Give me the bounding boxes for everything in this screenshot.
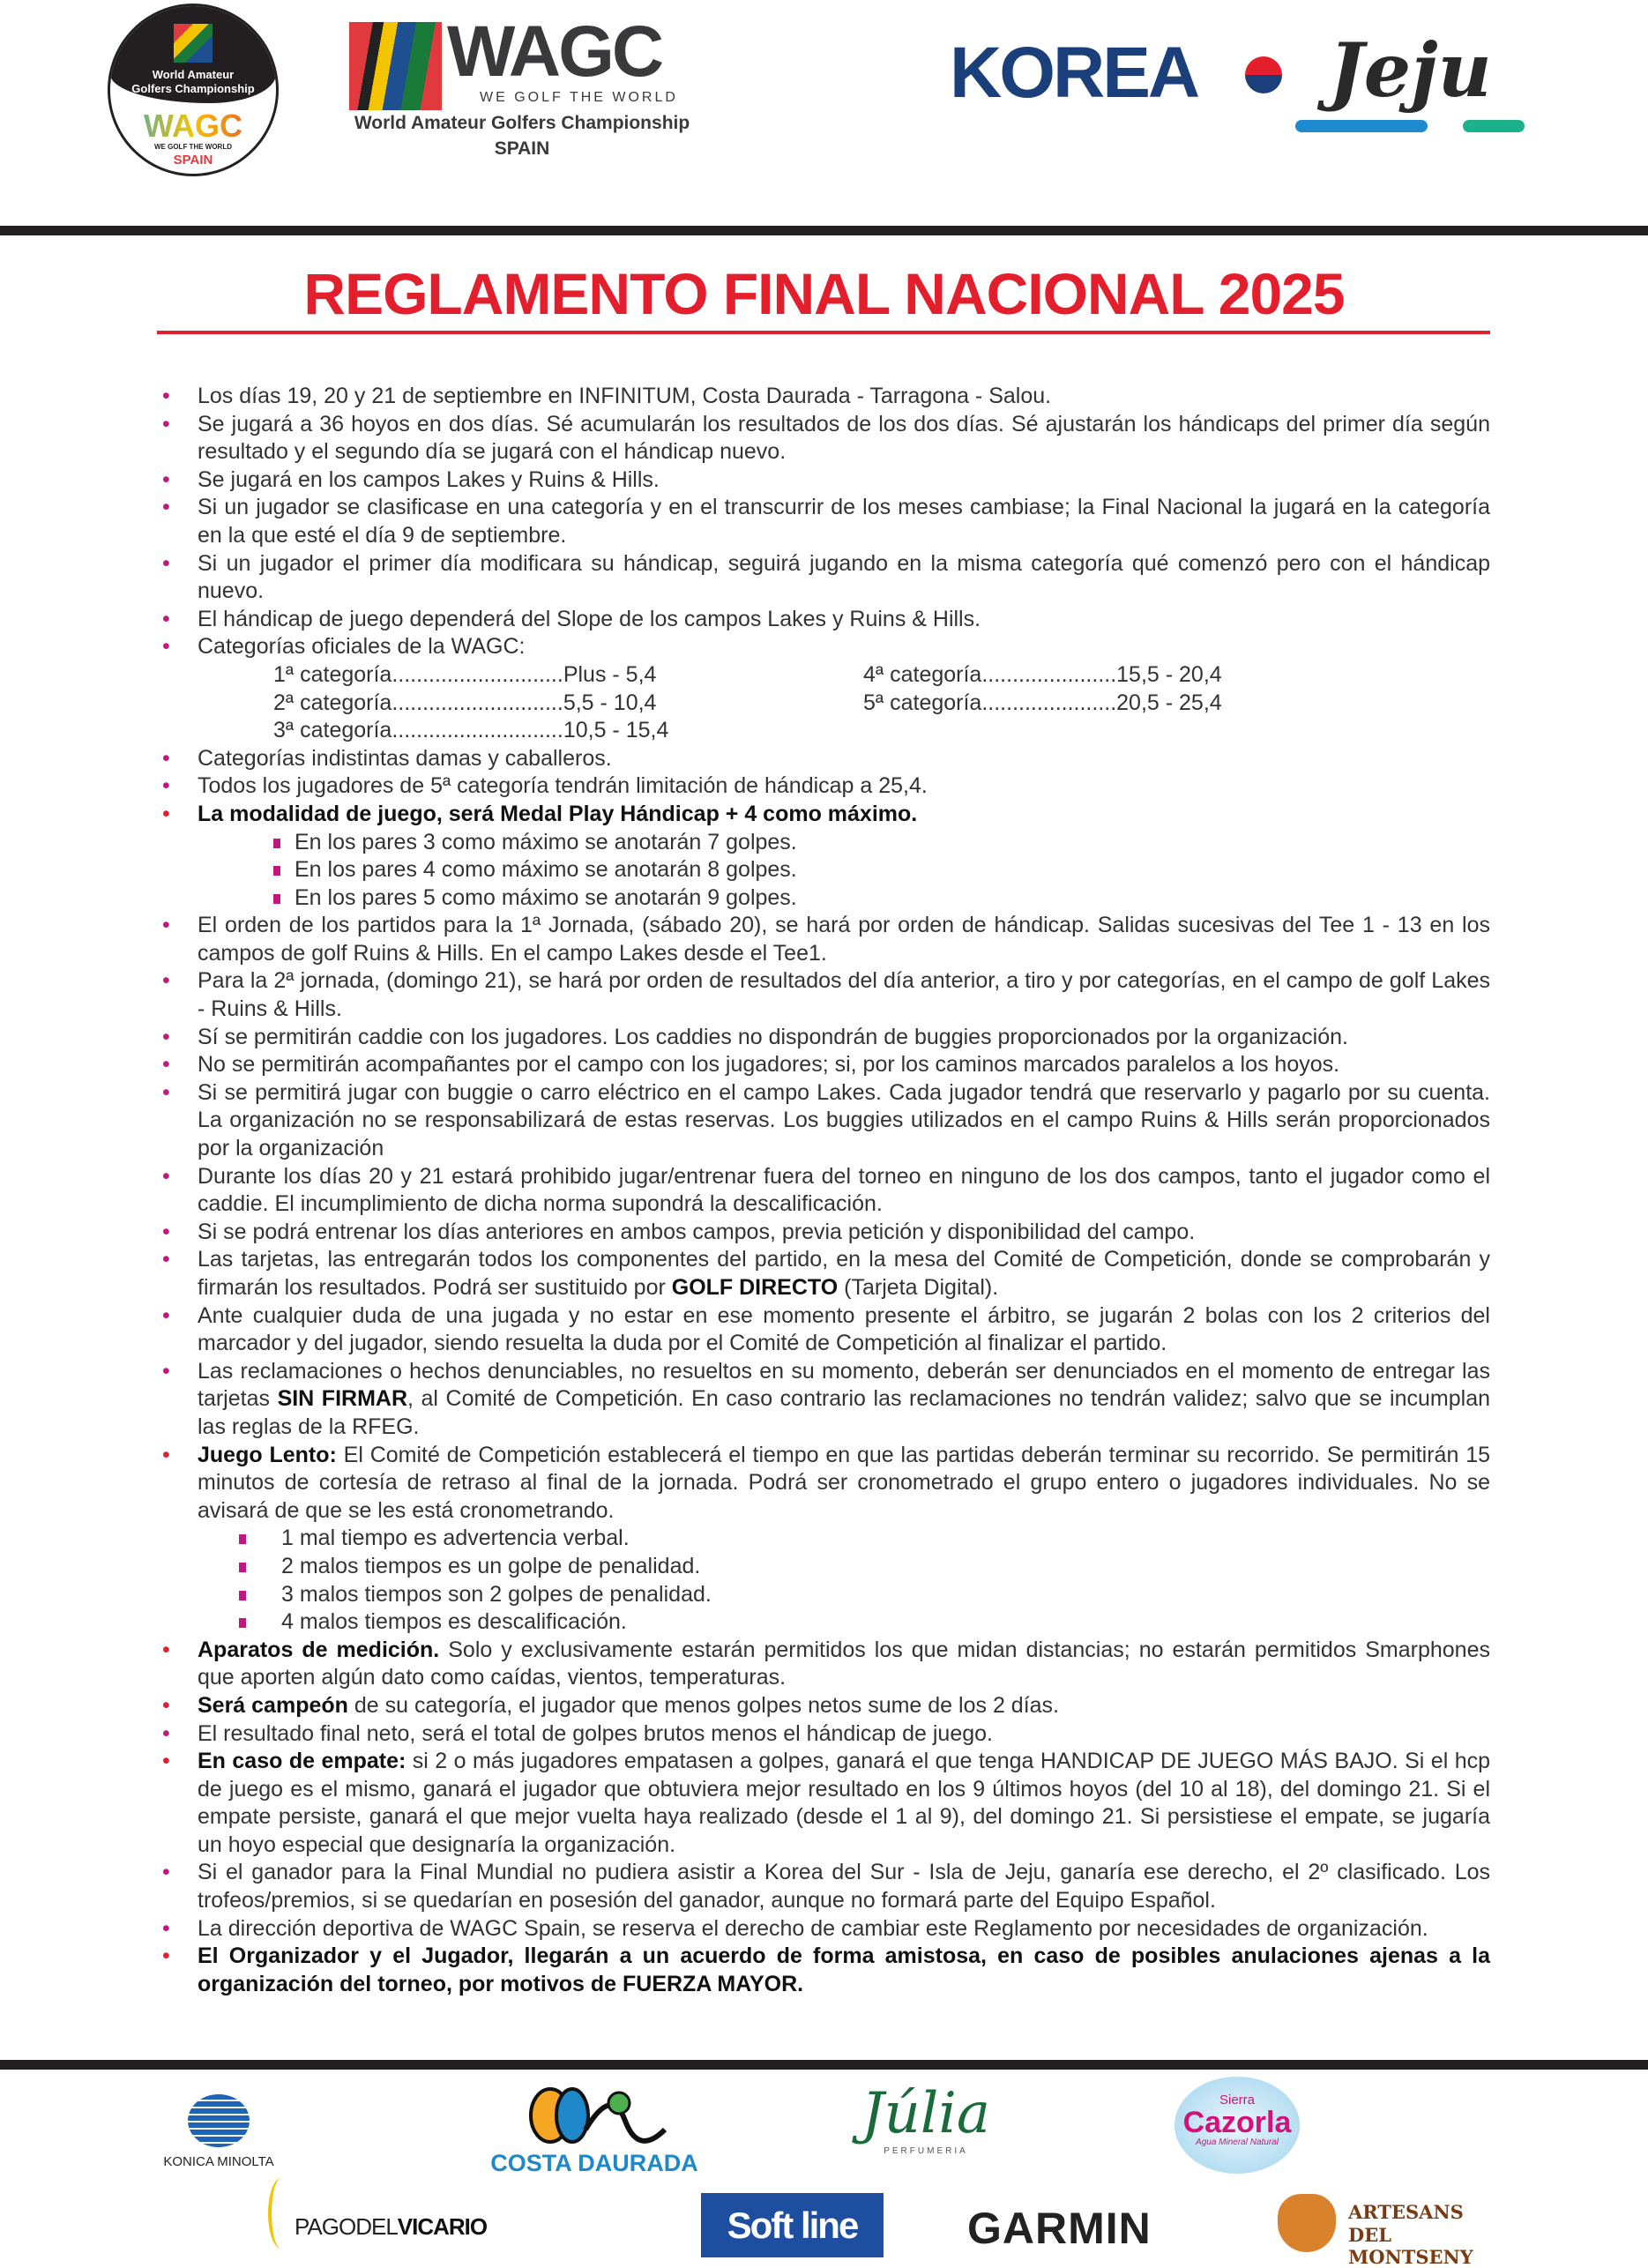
- badge-line1: World Amateur: [152, 68, 235, 81]
- rule-text: [198, 1859, 1490, 1914]
- wagc-brand: WAGC: [447, 11, 662, 92]
- rule-item: [162, 1358, 1490, 1442]
- rule-item: [162, 912, 1490, 967]
- sponsor-sierra-cazorla: [1174, 2077, 1300, 2174]
- rule-text: [198, 633, 1490, 661]
- rule-text: [198, 912, 1490, 967]
- costa-daurada-text: COSTA DAURADA: [490, 2150, 698, 2176]
- rule-item: [162, 1748, 1490, 1859]
- rule-text: [198, 1219, 1490, 1247]
- wagc-country: SPAIN: [494, 138, 550, 159]
- category-name: 1ª categoría: [273, 661, 392, 687]
- rule-item: [162, 1720, 1490, 1749]
- rule-text-segment: Se jugará a 36 hoyos en dos días. Sé acumularán los resultados de los dos días. Sé ajustarán los hándicaps del primer día según resultado y el segundo día se jugará con el hándicap nuevo.: [198, 411, 1490, 465]
- rule-item: [162, 1915, 1490, 1943]
- rule-text: [198, 1720, 1490, 1749]
- rule-text: [198, 1051, 1490, 1079]
- rule-item: [162, 801, 1490, 912]
- category-range: 15,5 - 20,4: [1116, 661, 1222, 687]
- rule-text: [198, 1915, 1490, 1943]
- pago-text-b: VICARIO: [397, 2213, 488, 2240]
- rule-item: [162, 772, 1490, 801]
- rule-item: [162, 1859, 1490, 1914]
- rule-item: [162, 1943, 1490, 1998]
- rule-text-segment: El Comité de Competición establecerá el tiempo en que las partidas deberán terminar su recorrido. Se permitirán 15 minutos de cortesía de retraso al final de la jornada. Podrá ser cronometrado el grupo entero o jugadores individuales. No se avisará de que se les está cronometrando.: [198, 1442, 1491, 1523]
- rule-text-segment: Las reclamaciones o hechos denunciables, no resueltos en su momento, deberán ser denunciados en el momento de entregar las tarjetas: [198, 1358, 1490, 1412]
- rule-item: [162, 466, 1490, 495]
- rule-text-segment: (Tarjeta Digital).: [838, 1275, 999, 1300]
- rule-text-segment: Para la 2ª jornada, (domingo 21), se hará por orden de resultados del día anterior, a tiro y por categorías, en el campo de golf Lakes - Ruins & Hills.: [198, 968, 1490, 1022]
- sub-list: [239, 1525, 1490, 1636]
- korea-jeju-logo: [950, 26, 1549, 142]
- rule-text-bold: La modalidad de juego, será Medal Play Hándicap + 4 como máximo.: [198, 801, 918, 826]
- rule-text: [198, 772, 1490, 801]
- page-title: REGLAMENTO FINAL NACIONAL 2025: [303, 261, 1345, 326]
- rule-item: [162, 411, 1490, 466]
- pago-text-a: PAGODEL: [295, 2213, 398, 2240]
- categories-table: [273, 661, 1490, 745]
- cazorla-sub: Agua Mineral Natural: [1196, 2137, 1279, 2147]
- rule-item: [162, 1163, 1490, 1219]
- category-dots: ............................: [391, 718, 563, 743]
- category-range: 10,5 - 15,4: [563, 718, 669, 743]
- julia-sub: PERFUMERIA: [884, 2146, 968, 2156]
- jeju-word: Jeju: [1329, 26, 1492, 114]
- category-dots: ......................: [981, 661, 1117, 687]
- sub-item: En los pares 3 como máximo se anotarán 7 golpes.: [273, 829, 1490, 857]
- sponsor-pago-del-vicario: [259, 2178, 497, 2253]
- badge-brand: WAGC: [110, 108, 276, 145]
- sub-item: 2 malos tiempos es un golpe de penalidad.: [239, 1553, 1490, 1581]
- sub-item: 3 malos tiempos son 2 golpes de penalidad.: [239, 1581, 1490, 1609]
- rule-text-segment: Los días 19, 20 y 21 de septiembre en INFINITUM, Costa Daurada - Tarragona - Salou.: [198, 384, 1052, 408]
- sub-item: 1 mal tiempo es advertencia verbal.: [239, 1525, 1490, 1553]
- rule-text-segment: Ante cualquier duda de una jugada y no estar en ese momento presente el árbitro, se jugarán 2 bolas con los 2 criterios del marcador y del jugador, siendo resuelta la duda por el Comité de Competición al finalizar el partido.: [198, 1302, 1490, 1356]
- wagc-tagline: WE GOLF THE WORLD: [480, 90, 678, 105]
- rule-text-segment: Todos los jugadores de 5ª categoría tendrán limitación de hándicap a 25,4.: [198, 773, 928, 799]
- rule-text-bold: Aparatos de medición.: [198, 1637, 440, 1662]
- rule-text-segment: El hándicap de juego dependerá del Slope de los campos Lakes y Ruins & Hills.: [198, 606, 981, 631]
- costa-daurada-swirl-icon: [515, 2085, 674, 2145]
- rule-text: [198, 745, 1490, 773]
- cazorla-top: Sierra: [1219, 2093, 1255, 2108]
- category-name: 5ª categoría: [863, 690, 982, 715]
- rule-item: [162, 633, 1490, 744]
- pago-swirl-icon: [268, 2178, 295, 2249]
- rule-text-bold: SIN FIRMAR: [277, 1386, 408, 1412]
- rule-text: [198, 967, 1490, 1023]
- rule-text-segment: Si un jugador se clasificase en una categoría y en el transcurrir de los meses cambiase; la Final Nacional la jugará en la categoría en la que esté el día 9 de septiembre.: [198, 495, 1490, 548]
- rule-text: [198, 606, 1490, 634]
- rule-item: [162, 494, 1490, 549]
- rules-list: [162, 383, 1490, 1998]
- flag-emblem-icon: [349, 22, 442, 110]
- badge-country: SPAIN: [173, 153, 213, 168]
- rule-item: [162, 1302, 1490, 1358]
- category-row: [273, 690, 863, 718]
- rule-text-segment: Se jugará en los campos Lakes y Ruins & Hills.: [198, 466, 660, 492]
- sponsor-julia: [860, 2081, 992, 2178]
- category-dots: ......................: [981, 690, 1117, 715]
- badge-line2: Golfers Championship: [131, 82, 255, 95]
- category-name: 2ª categoría: [273, 690, 392, 715]
- rule-text-bold: El Organizador y el Jugador, llegarán a un acuerdo de forma amistosa, en caso de posibles anulaciones ajenas a la organización del torneo, por motivos de FUERZA MAYOR.: [198, 1943, 1490, 1996]
- rule-text-segment: Si se podrá entrenar los días anteriores en ambos campos, previa petición y disponibilidad del campo.: [198, 1219, 1196, 1244]
- cazorla-name: Cazorla: [1182, 2106, 1292, 2139]
- sub-item: En los pares 5 como máximo se anotarán 9 golpes.: [273, 884, 1490, 913]
- flag-emblem-icon: [174, 24, 213, 63]
- artesans-line1: ARTESANS: [1348, 2201, 1464, 2223]
- category-row: [273, 717, 863, 745]
- rule-text: [198, 1943, 1490, 1998]
- rule-text-bold: En caso de empate:: [198, 1749, 406, 1774]
- rule-text-segment: Las tarjetas, las entregarán todos los componentes del partido, en la mesa del Comité de Competición, donde se comprobarán y firmarán los resultados. Podrá ser sustituido por: [198, 1247, 1490, 1300]
- category-row: [863, 690, 1234, 718]
- rule-text-bold: GOLF DIRECTO: [671, 1275, 839, 1300]
- category-name: 3ª categoría: [273, 718, 392, 743]
- wagc-logo: [346, 11, 698, 163]
- taegeuk-icon: [1245, 56, 1282, 93]
- sub-list: [273, 829, 1490, 913]
- green-stroke: [1463, 120, 1525, 132]
- rule-text-segment: El resultado final neto, será el total de golpes brutos menos el hándicap de juego.: [198, 1720, 993, 1746]
- rule-text: [198, 1163, 1490, 1219]
- rule-text: [198, 383, 1490, 411]
- garmin-text: GARMIN: [967, 2204, 1152, 2253]
- rule-text: [198, 1637, 1490, 1692]
- rule-text: [198, 466, 1490, 495]
- rule-text-bold: Será campeón: [198, 1692, 348, 1718]
- rule-text-segment: Si el ganador para la Final Mundial no pudiera asistir a Korea del Sur - Isla de Jeju, ganaría ese derecho, el 2º clasificado. Los trofeos/premios, si se quedarían en posesión del ganador, aunque no formará parte del Equipo Español.: [198, 1860, 1490, 1914]
- rule-text: [198, 1079, 1490, 1163]
- wagc-badge-logo: [108, 4, 279, 176]
- rule-text-segment: Si un jugador el primer día modificara su hándicap, seguirá jugando en la misma categoría qué comenzó pero con el hándicap nuevo.: [198, 550, 1490, 604]
- konica-globe-icon: [188, 2094, 250, 2147]
- wagc-subtitle: World Amateur Golfers Championship: [354, 113, 690, 133]
- rule-item: [162, 606, 1490, 634]
- sponsor-konica-minolta: [155, 2094, 282, 2174]
- blue-stroke: [1295, 120, 1428, 132]
- rule-text: [198, 1024, 1490, 1052]
- rule-text-segment: La dirección deportiva de WAGC Spain, se reserva el derecho de cambiar este Reglamento por necesidades de organización.: [198, 1915, 1428, 1941]
- rule-text-segment: Sí se permitirán caddie con los jugadores. Los caddies no dispondrán de buggies proporcionados por la organización.: [198, 1024, 1348, 1049]
- rule-item: [162, 550, 1490, 606]
- footer-divider: [0, 2060, 1648, 2070]
- rule-item: [162, 1219, 1490, 1247]
- rule-item: [162, 1442, 1490, 1637]
- rule-text-segment: Categorías indistintas damas y caballeros.: [198, 745, 612, 771]
- rule-text: [198, 411, 1490, 466]
- rule-item: [162, 1051, 1490, 1079]
- rule-text: [198, 1358, 1490, 1442]
- rule-text-bold: Juego Lento:: [198, 1442, 337, 1467]
- sponsor-artesans-del-montseny: [1278, 2194, 1494, 2268]
- title-underline: [157, 331, 1490, 334]
- rule-text-segment: El orden de los partidos para la 1ª Jornada, (sábado 20), se hará por orden de hándicap. Salidas sucesivas del Tee 1 - 13 en los campos de golf Ruins & Hills. En el campo Lakes desde el Tee1.: [198, 913, 1490, 966]
- rule-item: [162, 1079, 1490, 1163]
- rule-text: [198, 1748, 1490, 1859]
- softline-text: Soft line: [727, 2205, 858, 2246]
- rule-item: [162, 383, 1490, 411]
- rule-text-segment: Categorías oficiales de la WAGC:: [198, 634, 526, 660]
- sponsor-garmin: [967, 2203, 1205, 2254]
- sub-item: 4 malos tiempos es descalificación.: [239, 1608, 1490, 1637]
- category-range: Plus - 5,4: [563, 661, 657, 687]
- rule-text-segment: si 2 o más jugadores empatasen a golpes, ganará el que tenga HANDICAP DE JUEGO MÁS BAJO. Si el hcp de juego es el mismo, ganará el jugador que obtuviera mejor resultado en los 9 últimos hoyos (del 10 al 18), del domingo 21. Si el empate persiste, ganará el que mejor vuelta haya realizado (desde el 1 al 9), del domingo 21. Si persistiese el empate, se jugaría un hoyo especial que designaría la organización.: [198, 1749, 1491, 1857]
- badge-tagline: WE GOLF THE WORLD: [154, 143, 232, 151]
- rule-text-segment: Solo y exclusivamente estarán permitidos los que midan distancias; no estarán permitidos Smarphones que aporten algún dato como caídas, vientos, temperaturas.: [198, 1637, 1490, 1690]
- category-range: 5,5 - 10,4: [563, 690, 657, 715]
- rule-text-segment: de su categoría, el jugador que menos golpes netos sume de los 2 días.: [347, 1692, 1059, 1718]
- rule-text: [198, 550, 1490, 606]
- rule-text-segment: Si se permitirá jugar con buggie o carro eléctrico en el campo Lakes. Cada jugador tendrá que reservarlo y pagarlo por su cuenta. La organización no se responsabilizará de estas reservas. Los buggies utilizados en el campo Ruins & Hills serán proporcionados por la organización: [198, 1079, 1490, 1161]
- rule-text-segment: , al Comité de Competición. En caso contrario las reclamaciones no tendrán validez; salvo que se incumplan las reglas de la RFEG.: [198, 1386, 1491, 1439]
- rule-item: [162, 1637, 1490, 1692]
- rule-text: [198, 494, 1490, 549]
- category-dots: ............................: [391, 690, 563, 715]
- rule-text-segment: Durante los días 20 y 21 estará prohibido jugar/entrenar fuera del torneo en ninguno de los dos campos, tanto el jugador como el caddie. El incumplimiento de dicha norma supondrá la descalificación.: [198, 1163, 1490, 1217]
- korea-word: KOREA: [950, 33, 1198, 113]
- category-range: 20,5 - 25,4: [1116, 690, 1222, 715]
- category-name: 4ª categoría: [863, 661, 982, 687]
- rule-text: [198, 801, 1490, 829]
- rule-item: [162, 1246, 1490, 1302]
- rule-text: [198, 1692, 1490, 1720]
- rule-text: [198, 1302, 1490, 1358]
- category-dots: ............................: [391, 661, 563, 687]
- rule-item: [162, 745, 1490, 773]
- rule-item: [162, 967, 1490, 1023]
- sub-item: En los pares 4 como máximo se anotarán 8 golpes.: [273, 856, 1490, 884]
- artesans-bread-icon: [1278, 2194, 1336, 2252]
- rule-text: [198, 1442, 1490, 1526]
- rule-text: [198, 1246, 1490, 1302]
- category-row: [273, 661, 863, 690]
- rule-item: [162, 1692, 1490, 1720]
- sponsor-softline: [701, 2193, 884, 2257]
- artesans-line2: DEL MONTSENY: [1348, 2224, 1473, 2268]
- rule-text-segment: No se permitirán acompañantes por el campo con los jugadores; si, por los caminos marcados paralelos a los hoyos.: [198, 1052, 1340, 1078]
- sponsor-costa-daurada: [469, 2085, 720, 2178]
- rule-item: [162, 1024, 1490, 1052]
- julia-text: Júlia: [861, 2081, 990, 2146]
- category-row: [863, 661, 1234, 690]
- konica-text: KONICA MINOLTA: [163, 2154, 274, 2169]
- header-divider: [0, 226, 1648, 235]
